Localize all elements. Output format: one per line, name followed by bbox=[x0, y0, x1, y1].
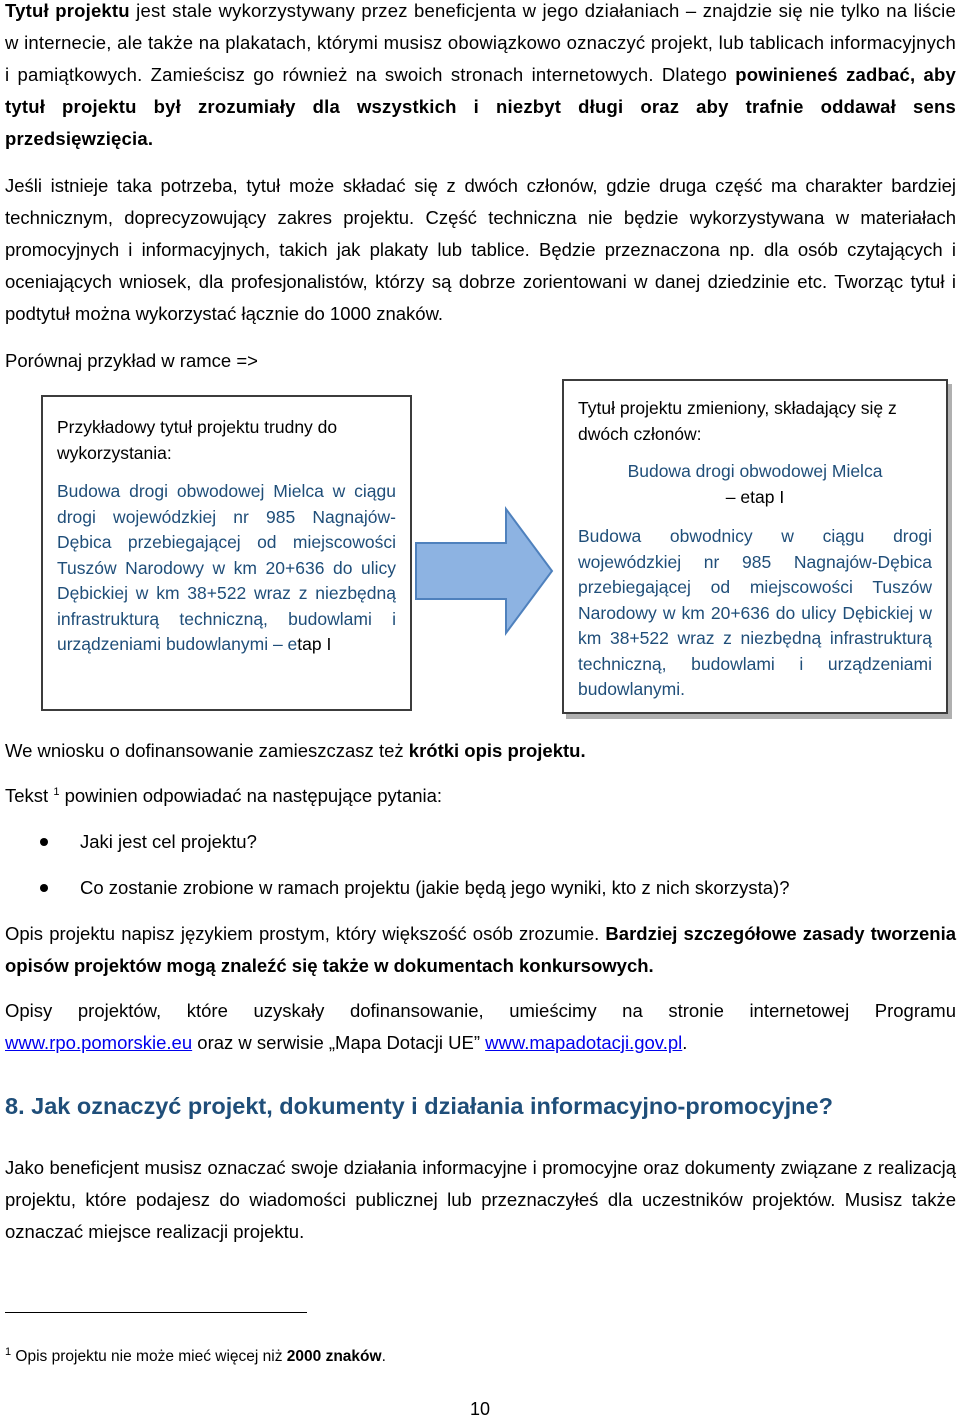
example-box-good-title-line1: Budowa drogi obwodowej Mielca bbox=[627, 461, 883, 481]
example-box-bad bbox=[41, 395, 412, 711]
example-box-good bbox=[562, 379, 948, 714]
two-part-text: Jeśli istnieje taka potrzeba, tytuł może składać się z dwóch członów, gdzie druga część ma charakter bardziej technicznym, doprecyzowujący zakres projektu. Część techniczna nie będzie wykorzystywana w materiałach promocyjnych i informacyjnych, takich jak plakaty lub tablice. Będzie przeznaczona np. dla osób czytających i oceniających wniosek, dla profesjonalistów, którzy są dobrze zorientowani w danej dziedzinie etc. Tworząc tytuł i podtytuł można wykorzystać łącznie do 1000 znaków. bbox=[5, 175, 956, 324]
short-description-emphasis: krótki opis projektu. bbox=[408, 740, 586, 761]
marking-paragraph bbox=[5, 1152, 956, 1248]
publication-text2: oraz w serwisie „Mapa Dotacji UE” bbox=[192, 1032, 486, 1053]
short-description-paragraph bbox=[5, 735, 956, 767]
mapadotacji-link[interactable]: www.mapadotacji.gov.pl bbox=[485, 1032, 683, 1053]
footnote bbox=[5, 1346, 386, 1368]
footnote-emphasis: 2000 znaków bbox=[286, 1348, 382, 1365]
example-box-good-heading: Tytuł projektu zmieniony, składający się z dwóch członów: bbox=[578, 398, 897, 444]
questions-intro bbox=[5, 780, 956, 812]
footnote-text2: . bbox=[381, 1348, 386, 1365]
publication-text1: Opisy projektów, które uzyskały dofinansowanie, umieścimy na stronie internetowej Programu bbox=[5, 1000, 956, 1021]
intro-paragraph bbox=[5, 0, 956, 155]
example-box-bad-body-text: Budowa drogi obwodowej Mielca w ciągu drogi wojewódzkiej nr 985 Nagnajów-Dębica przebiegającej od miejscowości Tuszów Narodowy w km 20+636 do ulicy Dębickiej w km 38+522 wraz z niezbędną infrastrukturą techniczną, budowlami i urządzeniami budowlanymi – e bbox=[57, 481, 396, 654]
marking-text: Jako beneficjent musisz oznaczać swoje działania informacyjne i promocyjne oraz dokumenty związane z realizacją projektu, które podajesz do wiadomości publicznej lub przeznaczyłeś dla uczestników projektów. Musisz także oznaczać miejsce realizacji projektu. bbox=[5, 1157, 956, 1242]
bullet-item: Jaki jest cel projektu? bbox=[80, 831, 257, 852]
title-term: Tytuł projektu bbox=[5, 0, 130, 21]
plain-language-text: Opis projektu napisz językiem prostym, który większość osób zrozumie. bbox=[5, 923, 606, 944]
section-heading: 8. Jak oznaczyć projekt, dokumenty i działania informacyjno-promocyjne? bbox=[5, 1093, 833, 1119]
intro-text: jest stale wykorzystywany przez beneficjenta w jego działaniach – znajdzie się nie tylko na liście w internecie, ale także na plakatach, którymi musisz obowiązkowo oznaczyć projekt, lub tablicach informacyjnych i pamiątkowych. Zamieścisz go również na swoich stronach internetowych. Dlatego bbox=[5, 0, 956, 85]
bullet-item: Co zostanie zrobione w ramach projektu (jakie będą jego wyniki, kto z nich skorzysta)? bbox=[80, 877, 790, 898]
example-box-good-body: Budowa obwodnicy w ciągu drogi wojewódzkiej nr 985 Nagnajów-Dębica przebiegającej od miejscowości Tuszów Narodowy w km 20+636 do ulicy Dębickiej w km 38+522 wraz z niezbędną infrastrukturą techniczną, budowlami i urządzeniami budowlanymi. bbox=[578, 526, 932, 699]
plain-language-paragraph bbox=[5, 918, 956, 982]
questions-intro-text1: Tekst bbox=[5, 785, 54, 806]
example-box-bad-heading: Przykładowy tytuł projektu trudny do wykorzystania: bbox=[57, 417, 338, 463]
right-arrow-icon bbox=[414, 505, 556, 637]
two-part-title-paragraph bbox=[5, 170, 956, 330]
publication-text3: . bbox=[682, 1032, 688, 1053]
intro-emphasis: powinieneś zadbać, aby tytuł projektu był zrozumiały dla wszystkich i niezbyt długi oraz aby trafnie oddawał sens przedsięwzięcia. bbox=[5, 64, 957, 149]
bullet-dot bbox=[40, 838, 48, 846]
questions-intro-text2: powinien odpowiadać na następujące pytania: bbox=[59, 785, 443, 806]
compare-label: Porównaj przykład w ramce => bbox=[5, 350, 258, 371]
plain-language-emphasis: Bardziej szczegółowe zasady tworzenia opisów projektów mogą znaleźć się także w dokumentach konkursowych. bbox=[5, 923, 957, 976]
arrow-shape bbox=[416, 509, 552, 633]
footnote-ref: 1 bbox=[53, 785, 60, 798]
example-box-bad-body bbox=[57, 479, 396, 658]
footnote-text1: Opis projektu nie może mieć więcej niż bbox=[11, 1348, 287, 1365]
rpo-pomorskie-link[interactable]: www.rpo.pomorskie.eu bbox=[5, 1032, 193, 1053]
bullet-dot bbox=[40, 884, 48, 892]
example-box-good-title-line2: – etap I bbox=[725, 487, 785, 507]
page-number: 10 bbox=[469, 1399, 491, 1419]
publication-paragraph bbox=[5, 995, 956, 1059]
footnote-number: 1 bbox=[5, 1345, 12, 1358]
short-description-text: We wniosku o dofinansowanie zamieszczasz też bbox=[5, 740, 409, 761]
example-box-bad-body-tail: tap I bbox=[297, 634, 332, 654]
footnote-separator bbox=[5, 1312, 307, 1313]
